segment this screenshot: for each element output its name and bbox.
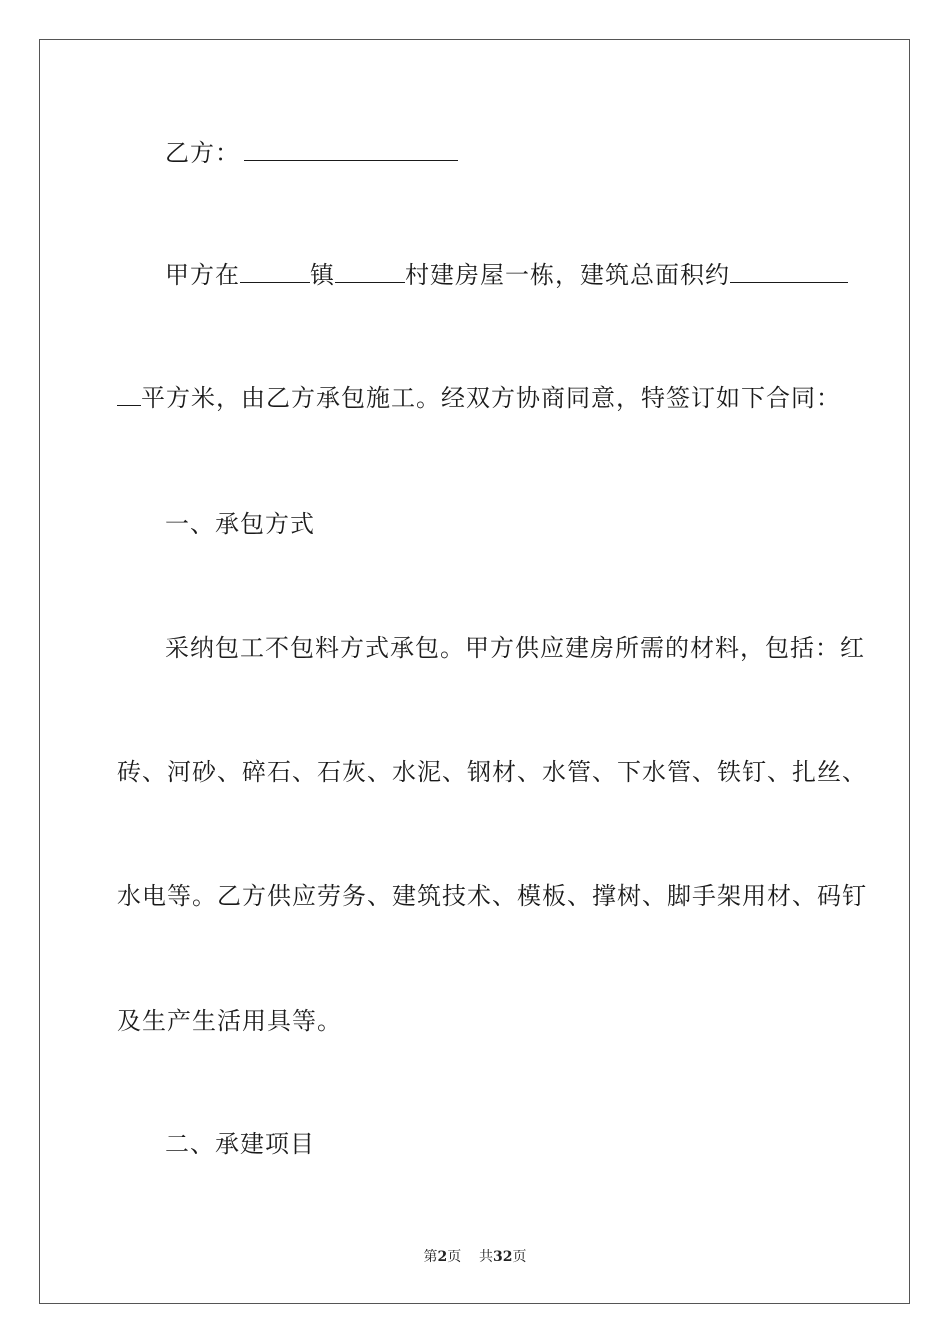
section-2-heading: 二、承建项目 <box>165 1130 315 1158</box>
town-blank <box>240 260 310 283</box>
intro-text-a: 甲方在 <box>165 261 240 289</box>
area-blank <box>730 260 848 283</box>
page-total: 32 <box>493 1249 513 1265</box>
intro-text-d: 平方米，由乙方承包施工。经双方协商同意，特签订如下合同： <box>141 384 841 412</box>
total-suffix: 页 <box>512 1249 527 1265</box>
section-1-para-line-2: 砖、河砂、碎石、石灰、水泥、钢材、水管、下水管、铁钉、扎丝、 <box>117 758 867 786</box>
page-border <box>39 39 910 1304</box>
party-b-blank <box>244 138 458 161</box>
section-1-para-line-3: 水电等。乙方供应劳务、建筑技术、模板、撑树、脚手架用材、码钉 <box>117 882 867 910</box>
intro-line-2 <box>117 382 841 414</box>
section-1-para-line-1: 采纳包工不包料方式承包。甲方供应建房所需的材料，包括：红 <box>165 634 865 662</box>
page-prefix: 第 <box>423 1249 438 1265</box>
party-b-label: 乙方： <box>165 139 240 167</box>
page-footer <box>0 1248 950 1266</box>
party-b-line <box>165 137 885 169</box>
section-1-para-line-4: 及生产生活用具等。 <box>117 1007 342 1035</box>
page-current: 2 <box>437 1249 448 1265</box>
area-blank-continued <box>117 383 141 406</box>
village-blank <box>335 260 405 283</box>
total-prefix: 共 <box>479 1249 494 1265</box>
intro-text-c: 村建房屋一栋，建筑总面积约 <box>405 261 730 289</box>
section-1-heading: 一、承包方式 <box>165 510 315 538</box>
intro-line-1 <box>165 259 885 291</box>
intro-text-b: 镇 <box>310 261 335 289</box>
page-suffix: 页 <box>447 1249 462 1265</box>
